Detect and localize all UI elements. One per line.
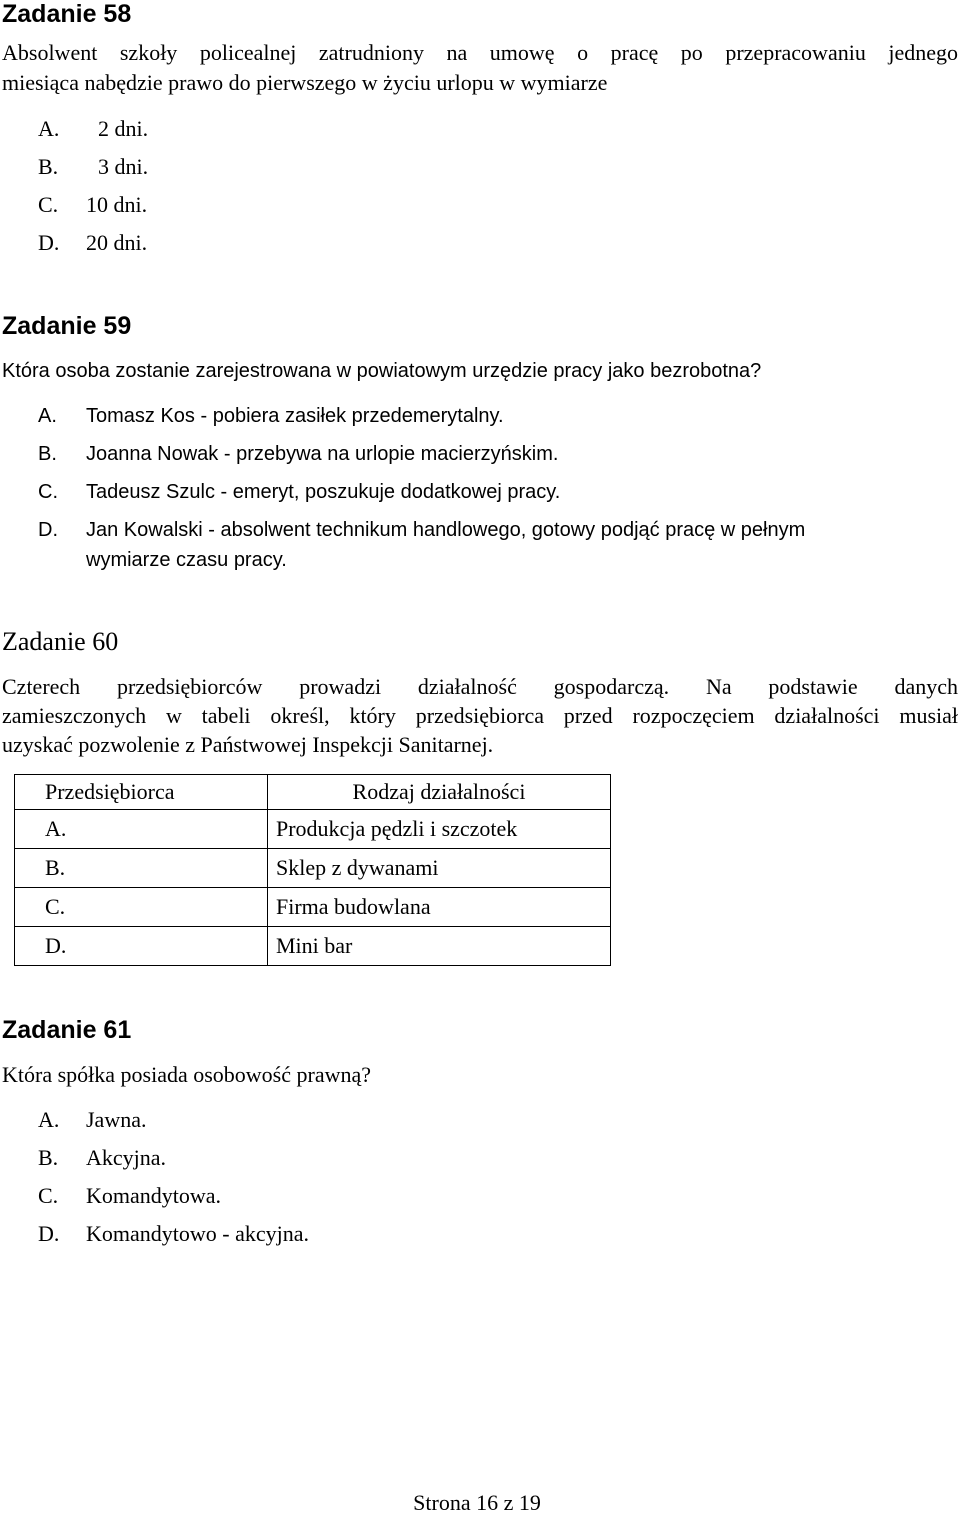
table-cell-activity: Mini bar (268, 927, 611, 966)
option-letter: D. (38, 1221, 60, 1246)
option-text: Komandytowa. (86, 1183, 222, 1208)
table-row (15, 888, 611, 927)
table-cell-letter: D. (15, 927, 268, 966)
task-61-question: Która spółka posiada osobowość prawną? (2, 1062, 372, 1087)
option-text: Komandytowo - akcyjna. (86, 1221, 309, 1246)
option-text: Tadeusz Szulc - emeryt, poszukuje dodatkowej pracy. (86, 481, 561, 503)
task-58-title: Zadanie 58 (2, 0, 132, 28)
option-text: Joanna Nowak - przebywa na urlopie macierzyńskim. (86, 443, 559, 465)
option-text: Akcyjna. (86, 1145, 167, 1170)
table-header-row (15, 775, 611, 810)
option-letter: A. (38, 1107, 60, 1132)
task-61-title: Zadanie 61 (2, 1016, 132, 1044)
option-letter: B. (38, 1145, 59, 1170)
task-58-question-line-2: miesiąca nabędzie prawo do pierwszego w życiu urlopu w wymiarze (2, 70, 608, 95)
task-60-title: Zadanie 60 (2, 627, 119, 656)
option-text: Jan Kowalski - absolwent technikum handlowego, gotowy podjąć pracę w pełnym (86, 519, 806, 541)
option-letter: D. (38, 230, 60, 255)
option-letter: C. (38, 481, 58, 503)
option-letter: D. (38, 519, 58, 541)
option-text: Jawna. (86, 1107, 147, 1132)
option-text: 20 dni. (86, 230, 148, 255)
table-header-activity: Rodzaj działalności (268, 775, 611, 810)
table-cell-activity: Firma budowlana (268, 888, 611, 927)
table-cell-letter: A. (15, 810, 268, 849)
task-59-question: Która osoba zostanie zarejestrowana w powiatowym urzędzie pracy jako bezrobotna? (2, 360, 762, 382)
task-58-question-line-1: Absolwent szkoły policealnej zatrudniony na umowę o pracę po przepracowaniu jednego (2, 40, 958, 65)
task-59-title: Zadanie 59 (2, 312, 132, 340)
table-row (15, 810, 611, 849)
table-cell-letter: B. (15, 849, 268, 888)
option-text: 10 dni. (86, 192, 148, 217)
option-letter: B. (38, 154, 59, 179)
task-60-question-line-1: Czterech przedsiębiorców prowadzi działalność gospodarczą. Na podstawie danych (2, 674, 958, 699)
option-letter: A. (38, 116, 60, 141)
table-row (15, 927, 611, 966)
activity-table (14, 774, 611, 966)
option-text: 2 dni. (98, 116, 149, 141)
option-letter: B. (38, 443, 57, 465)
option-text-continued: wymiarze czasu pracy. (86, 549, 287, 571)
option-text: Tomasz Kos - pobiera zasiłek przedemerytalny. (86, 405, 504, 427)
table-row (15, 849, 611, 888)
table-cell-activity: Sklep z dywanami (268, 849, 611, 888)
table-cell-letter: C. (15, 888, 268, 927)
table-cell-activity: Produkcja pędzli i szczotek (268, 810, 611, 849)
task-60-question-line-3: uzyskać pozwolenie z Państwowej Inspekcji Sanitarnej. (2, 732, 494, 757)
page-footer (0, 1488, 960, 1518)
page-number: Strona 16 z 19 (413, 1490, 541, 1515)
table-header-entrepreneur: Przedsiębiorca (15, 775, 268, 810)
option-letter: C. (38, 1183, 59, 1208)
task-60-question-line-2: zamieszczonych w tabeli określ, który przedsiębiorca przed rozpoczęciem działalności musiał (2, 703, 958, 728)
option-text: 3 dni. (98, 154, 149, 179)
option-letter: C. (38, 192, 59, 217)
option-letter: A. (38, 405, 57, 427)
